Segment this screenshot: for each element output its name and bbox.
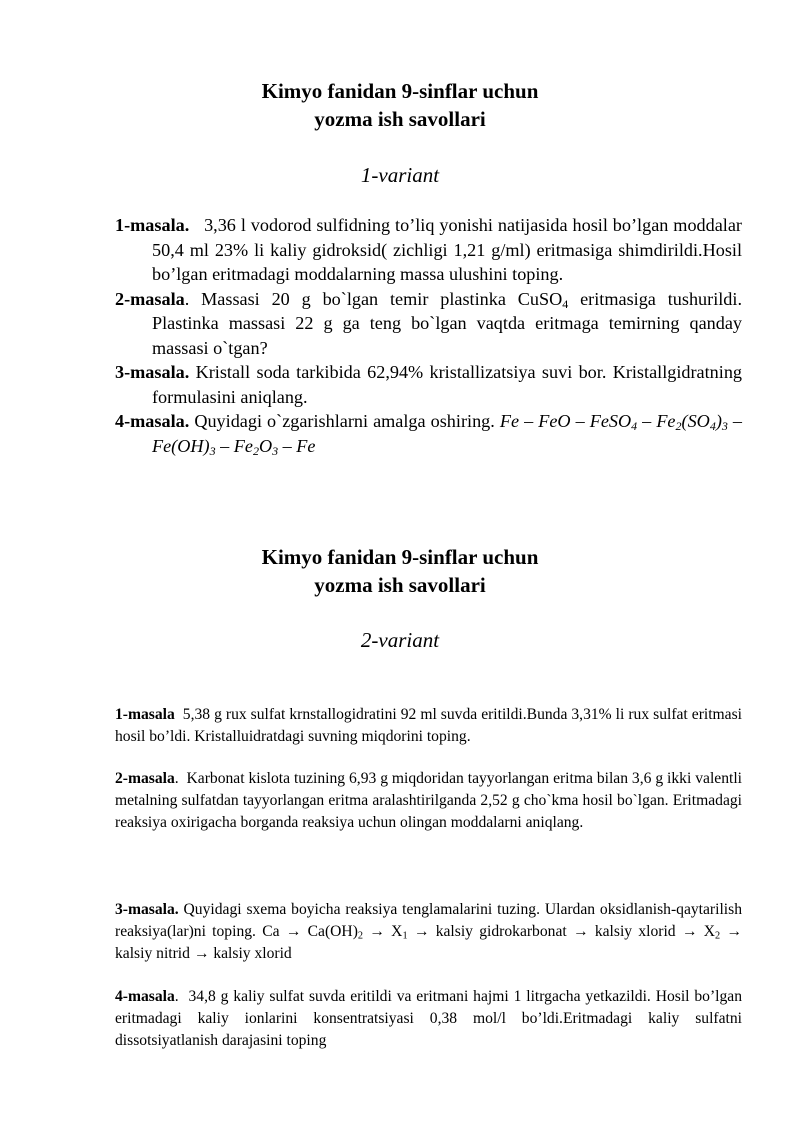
problem-text: 5,38 g rux sulfat krnstallogidratini 92 ml suvda eritildi.Bunda 3,31% li rux sulfat eritmasi hosil bo’ldi. Kristalluidratdagi suvning miqdorini toping. <box>115 706 743 745</box>
variant1-problem-3 <box>115 360 742 409</box>
variant2-title-line1: Kimyo fanidan 9-sinflar uchun <box>261 545 539 569</box>
problem-text-cont: eritmasiga tushurildi. Plastinka massasi 22 g ga teng bo`lgan vaqtda eritmaga temirning qanday massasi o`tgan? <box>152 288 742 358</box>
variant2-problem-2 <box>115 768 742 834</box>
variant1-problem-list <box>115 213 742 458</box>
problem-label: 1-masala. <box>115 215 190 235</box>
variant1-title-line2: yozma ish savollari <box>314 107 486 131</box>
subscript: 3 <box>209 443 216 458</box>
problem-label: 3-masala. <box>115 901 179 918</box>
variant2-heading: 2-variant <box>360 628 440 652</box>
formula-part: – Fe(OH) <box>152 411 743 456</box>
subscript: 1 <box>402 930 408 942</box>
variant2-title-line2: yozma ish savollari <box>314 573 486 597</box>
variant2-problem-1 <box>115 704 742 748</box>
subscript: 4 <box>562 296 569 311</box>
problem-text: Quyidagi sxema boyicha reaksiya tenglamalarini tuzing. Ulardan oksidlanish-qaytarilish reaksiya(lar)ni toping. Ca → Ca(OH) <box>115 901 742 940</box>
problem-label: 3-masala. <box>115 362 190 382</box>
problem-label-dot: . <box>184 288 190 309</box>
formula-part: – Fe <box>637 411 676 431</box>
formula-part: – Fe <box>215 435 253 456</box>
formula-part: Fe – FeO – FeSO <box>499 411 632 431</box>
subscript: 2 <box>675 419 682 433</box>
subscript: 2 <box>252 443 259 458</box>
problem-label: 2-masala <box>115 770 175 787</box>
variant2-problem-4 <box>115 986 742 1052</box>
problem-text: Massasi 20 g bo`lgan temir plastinka CuSO <box>201 288 563 309</box>
problem-text-cont: → kalsiy gidrokarbonat → kalsiy xlorid → X <box>407 923 715 940</box>
variant2-problem-3 <box>115 899 742 965</box>
problem-label-dot: . <box>174 770 179 787</box>
problem-label: 4-masala <box>115 988 175 1005</box>
problem-text: 3,36 l vodorod sulfidning to’liq yonishi natijasida hosil bo’lgan moddalar 50,4 ml 23% li kaliy gidroksid( zichligi 1,21 g/ml) eritmasiga shimdirildi.Hosil bo’lgan eritmadagi moddalarning massa ulushini toping. <box>152 215 742 284</box>
subscript: 3 <box>721 419 728 433</box>
subscript: 4 <box>709 419 716 433</box>
variant1-problem-1 <box>115 213 742 287</box>
formula-part: ) <box>715 411 722 431</box>
problem-text: Quyidagi o`zgarishlarni amalga oshiring. <box>194 411 495 431</box>
subscript: 2 <box>715 930 721 942</box>
formula-part: O <box>258 435 273 456</box>
problem-label: 1-masala <box>115 706 175 723</box>
variant1-title-line1: Kimyo fanidan 9-sinflar uchun <box>261 79 539 103</box>
variant1-heading: 1-variant <box>360 163 440 187</box>
problem-text: Kristall soda tarkibida 62,94% kristallizatsiya suvi bor. Kristallgidratning formulasini aniqlang. <box>152 362 743 407</box>
subscript: 4 <box>631 419 638 433</box>
variant1-problem-4 <box>115 409 742 458</box>
problem-label-dot: . <box>174 988 179 1005</box>
problem-text: Karbonat kislota tuzining 6,93 g miqdoridan tayyorlangan eritma bilan 3,6 g ikki valentli metalning sulfatdan tayyorlangan eritma aralashtirilganda 2,52 g cho`kma hosil bo`lgan. Eritmadagi reaksiya oxirigacha borganda reaksiya uchun olingan moddalarni aniqlang. <box>115 770 742 831</box>
problem-text-cont: → kalsiy nitrid → kalsiy xlorid <box>115 923 743 962</box>
subscript: 3 <box>272 443 279 458</box>
formula-part: (SO <box>681 411 710 431</box>
problem-text: 34,8 g kaliy sulfat suvda eritildi va eritmani hajmi 1 litrgacha yetkazildi. Hosil bo’lgan eritmadagi kaliy ionlarini konsentratsiyasi 0,38 mol/l bo’ldi.Eritmadagi kaliy sulfatni dissotsiyatlanish darajasini toping <box>115 988 743 1049</box>
problem-label: 4-masala. <box>115 411 190 431</box>
subscript: 2 <box>357 930 364 942</box>
formula-part: – Fe <box>278 435 316 456</box>
variant1-problem-2 <box>115 287 742 361</box>
problem-text-cont: → X <box>363 923 403 940</box>
problem-label: 2-masala <box>115 288 185 309</box>
